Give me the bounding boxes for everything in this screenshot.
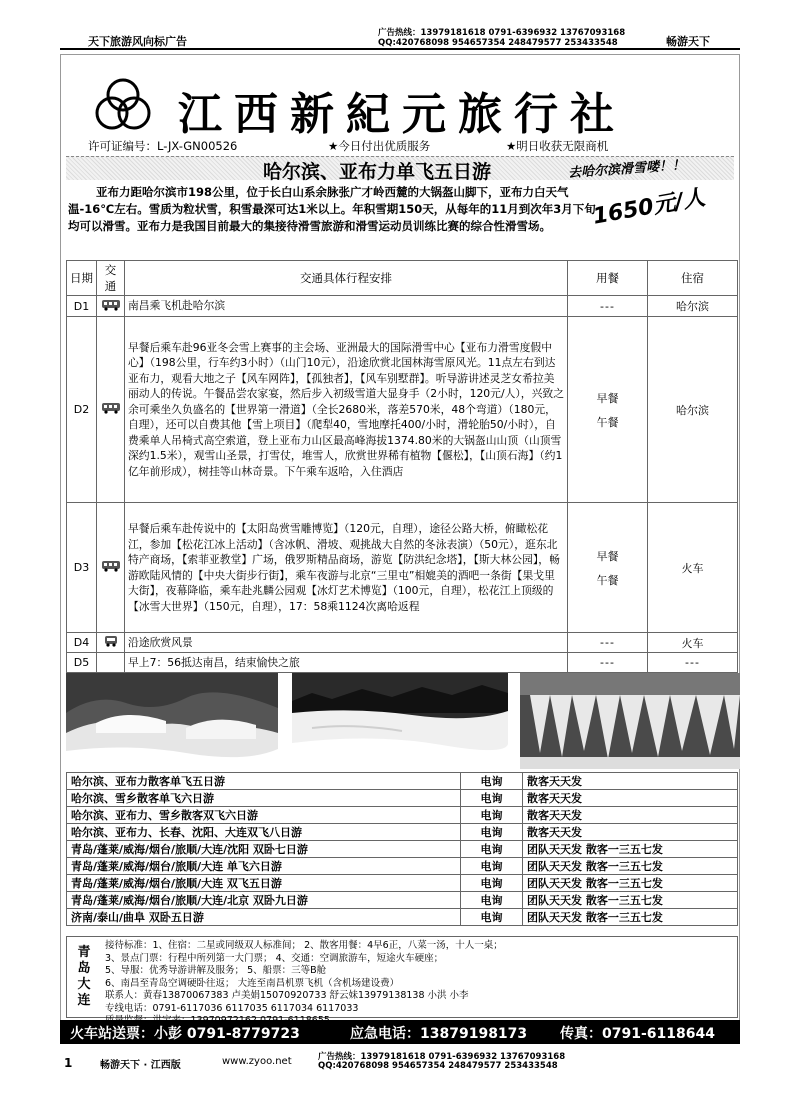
transport-cell (97, 317, 125, 503)
stay-cell: 火车 (648, 633, 738, 653)
train-icon (101, 635, 121, 647)
page-footer (60, 1050, 740, 1074)
tour-schedule: 团队天天发 散客一三五七发 (523, 841, 738, 858)
contact-bar (60, 1020, 740, 1044)
bottom-hotline-2: QQ:420768098 954657354 248479577 253433548 (318, 1061, 558, 1071)
service-info-box (66, 936, 738, 1018)
tour-schedule: 散客天天发 (523, 824, 738, 841)
bottom-hotline-1: 广告热线：13979181618 0791-6396932 13767093168 (318, 1052, 566, 1062)
price-badge: 1650元/人 (591, 185, 707, 230)
bus-icon (101, 560, 121, 572)
meals-cell: --- (568, 633, 648, 653)
snow-field-photo (292, 673, 508, 769)
tour-name: 济南/泰山/曲阜 双卧五日游 (67, 909, 461, 926)
plan-cell: 早上7：56抵达南昌，结束愉快之旅 (125, 653, 568, 673)
day-cell: D1 (67, 296, 97, 317)
tour-schedule: 团队天天发 散客一三五七发 (523, 909, 738, 926)
meal-breakfast: 早餐 (596, 549, 619, 563)
tour-name: 哈尔滨、雪乡散客单飞六日游 (67, 790, 461, 807)
table-row (67, 633, 738, 653)
tour-price: 电询 (461, 909, 523, 926)
plan-cell: 早餐后乘车赴96亚冬会雪上赛事的主会场、亚洲最大的国际滑雪中心【亚布力滑雪度假中心】（198公里，行车约3小时）（山门10元），沿途欣赏北国林海雪原风光。11点左右到达亚布力，观看大地之子【风车网阵】，【孤独者】，【风车别墅群】。听导游讲述灵芝女希拉美丽动人的传说。午餐品尝农家宴，然后步入初级雪道大显身手（2小时，120元/人），兴致之余可乘坐久负盛名的【世界第一滑道】（全长2680米，落差570米，48个弯道）（180元，自理），还可以自费其他【雪上项目】（爬犁40，雪地摩托400/小时，滑轮胎50/小时），自费乘单人吊椅式高空索道，登上亚布力山区最高峰海拔1374.80米的大锅盔山山顶（山顶雪深约1.5米），观雪山圣景，打雪仗，堆雪人，欣赏世界稀有植物【偃松】，【山顶石海】（约1亿年前形成），树挂等山林奇景。下午乘车返哈，入住酒店 (125, 317, 568, 503)
table-row (67, 909, 738, 926)
meals-cell: --- (568, 653, 648, 673)
tour-price: 电询 (461, 773, 523, 790)
magazine-name: 畅游天下 (666, 35, 710, 48)
tour-price: 电询 (461, 841, 523, 858)
tour-price: 电询 (461, 875, 523, 892)
itinerary-table (66, 260, 738, 673)
service-motto-2: ★明日收获无限商机 (506, 139, 609, 153)
license-number: 许可证编号：L-JX-GN00526 (88, 139, 238, 153)
website: www.zyoo.net (222, 1056, 292, 1067)
tour-name: 哈尔滨、亚布力、雪乡散客双飞六日游 (67, 807, 461, 824)
stay-cell: --- (648, 653, 738, 673)
table-row (67, 841, 738, 858)
frozen-waterfall-photo (520, 673, 740, 769)
route-intro: 亚布力距哈尔滨市198公里，位于长白山系余脉张广才岭西麓的大锅盔山脚下，亚布力白天气温-16℃左右。雪质为粒状雪，积雪最深可达1米以上。年积雪期150天，从每年的11月到次年3月下旬均可以滑雪。亚布力是我国目前最大的集接待滑雪旅游和滑雪运动员训练比赛的综合性滑雪场。 (68, 185, 596, 233)
plan-cell: 沿途欣赏风景 (125, 633, 568, 653)
ad-hotline: 广告热线：13979181618 0791-6396932 13767093168 QQ:420768098 954657354 248479577 253433548 (378, 28, 626, 48)
info-line: 5、导服：优秀导游讲解及服务； 5、船票：三等B舱 (105, 965, 327, 976)
tour-name: 哈尔滨、亚布力、长春、沈阳、大连双飞八日游 (67, 824, 461, 841)
meal-breakfast: 早餐 (596, 391, 619, 405)
transport-cell (97, 653, 125, 673)
meal-lunch: 午餐 (596, 415, 619, 429)
column-title: 天下旅游风向标广告 (88, 35, 187, 48)
meals-cell (568, 503, 648, 633)
tour-price: 电询 (461, 892, 523, 909)
meal-lunch: 午餐 (596, 573, 619, 587)
table-row (67, 317, 738, 503)
tour-schedule: 散客天天发 (523, 790, 738, 807)
agency-logo-icon (86, 78, 160, 132)
meals-cell: --- (568, 296, 648, 317)
table-row (67, 892, 738, 909)
bus-icon (101, 299, 121, 311)
stay-cell: 火车 (648, 503, 738, 633)
plan-cell: 早餐后乘车赴传说中的【太阳岛赏雪雕博览】（120元，自理），途径公路大桥，俯瞰松花江，参加【松花江冰上活动】（含冰帆、滑坡、观挑战大自然的冬泳表演）（50元），逛东北特产商场，【索菲亚教堂】广场，俄罗斯精品商场，游览【防洪纪念塔】，【斯大林公园】，畅游欧陆风情的【中央大街步行街】，乘车夜游与北京“三里屯”相媲美的酒吧一条街【果戈里大街】，夜幕降临，乘车赴兆麟公园观【冰灯艺术博览】（100元，自理），松花江上顶级的【冰雪大世界】（150元，自理），17：58乘1124次离哈返程 (125, 503, 568, 633)
header-transport: 交通 (97, 261, 125, 296)
header-plan: 交通具体行程安排 (125, 261, 568, 296)
photo-strip (66, 673, 740, 769)
transport-cell (97, 503, 125, 633)
tour-name: 青岛/蓬莱/威海/烟台/旅顺/大连/沈阳 双卧七日游 (67, 841, 461, 858)
itinerary-header-row (67, 261, 738, 296)
ticket-delivery: 火车站送票：小彭 0791-8779723 (70, 1026, 300, 1042)
header-meals: 用餐 (568, 261, 648, 296)
page-number: 1 (64, 1056, 73, 1070)
header-day: 日期 (67, 261, 97, 296)
table-row (67, 807, 738, 824)
destination-label: 青岛大连 (77, 945, 91, 1008)
transport-cell (97, 633, 125, 653)
tour-price: 电询 (461, 824, 523, 841)
table-row (67, 296, 738, 317)
route-slogan: 去哈尔滨滑雪喽！！ (567, 157, 686, 182)
table-row (67, 503, 738, 633)
publication-name: 畅游天下 · 江西版 (100, 1060, 181, 1071)
header-stay: 住宿 (648, 261, 738, 296)
service-motto-1: ★今日付出优质服务 (328, 139, 431, 153)
info-line: 专线电话：0791-6117036 6117035 6117034 6117033 (105, 1002, 359, 1014)
tour-schedule: 团队天天发 散客一三五七发 (523, 892, 738, 909)
info-line: 联系人：黄春13870067383 卢美娟15070920733 舒云妹13979138138 小洪 小李 (105, 990, 469, 1001)
meals-cell (568, 317, 648, 503)
day-cell: D5 (67, 653, 97, 673)
top-header-bar (60, 28, 740, 50)
tour-name: 青岛/蓬莱/威海/烟台/旅顺/大连 单飞六日游 (67, 858, 461, 875)
table-row (67, 653, 738, 673)
day-cell: D3 (67, 503, 97, 633)
emergency-phone: 应急电话：13879198173 (350, 1026, 528, 1042)
bus-icon (101, 402, 121, 414)
tours-table (66, 772, 738, 926)
plan-cell: 南昌乘飞机赴哈尔滨 (125, 296, 568, 317)
service-standards (105, 940, 735, 1028)
agency-name: 江西新紀元旅行社 (178, 89, 626, 140)
table-row (67, 858, 738, 875)
transport-cell (97, 296, 125, 317)
tour-name: 哈尔滨、亚布力散客单飞五日游 (67, 773, 461, 790)
tour-schedule: 团队天天发 散客一三五七发 (523, 858, 738, 875)
tour-name: 青岛/蓬莱/威海/烟台/旅顺/大连/北京 双卧九日游 (67, 892, 461, 909)
table-row (67, 790, 738, 807)
snow-village-photo (66, 673, 278, 769)
tour-name: 青岛/蓬莱/威海/烟台/旅顺/大连 双飞五日游 (67, 875, 461, 892)
stay-cell: 哈尔滨 (648, 296, 738, 317)
tour-schedule: 散客天天发 (523, 773, 738, 790)
info-line: 接待标准：1、住宿：二星或同级双人标准间； 2、散客用餐：4早6正，八菜一汤，十人一桌； (105, 940, 503, 951)
tour-price: 电询 (461, 858, 523, 875)
stay-cell: 哈尔滨 (648, 317, 738, 503)
fax-number: 传真：0791-6118644 (560, 1026, 715, 1042)
tour-price: 电询 (461, 790, 523, 807)
tour-price: 电询 (461, 807, 523, 824)
info-line: 6、南昌至青岛空调硬卧往返； 大连至南昌机票飞机（含机场建设费） (105, 977, 400, 989)
day-cell: D4 (67, 633, 97, 653)
table-row (67, 875, 738, 892)
tour-schedule: 散客天天发 (523, 807, 738, 824)
info-line: 3、景点门票：行程中所列第一大门票； 4、交通：空调旅游车，短途火车硬座； (105, 952, 444, 964)
table-row (67, 773, 738, 790)
day-cell: D2 (67, 317, 97, 503)
table-row (67, 824, 738, 841)
route-title: 哈尔滨、亚布力单飞五日游 (263, 161, 492, 183)
tour-schedule: 团队天天发 散客一三五七发 (523, 875, 738, 892)
